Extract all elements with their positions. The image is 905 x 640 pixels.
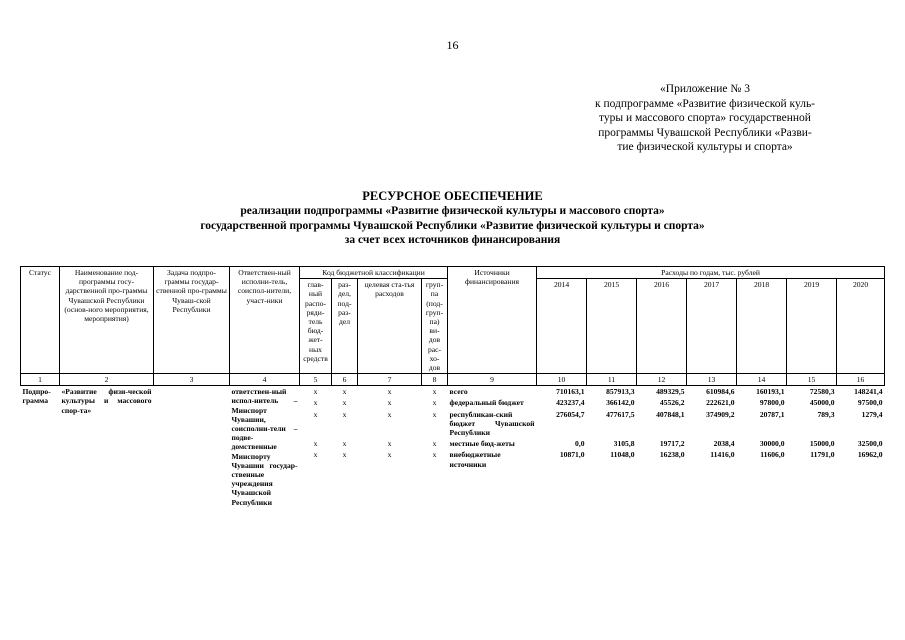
cell-value: 30000,0 [759,439,785,449]
cell-code: x [432,409,437,419]
header-budget-code: Код бюджетной классификации [300,267,448,279]
cell-code: x [313,387,318,397]
cell-task [154,386,230,512]
cell-value: 710163,1 [556,387,585,397]
cell-value: 148241,4 [854,387,883,397]
cell-value: 222621,0 [706,398,735,408]
header-year: 2018 [737,279,787,374]
appendix-note [560,82,850,155]
appendix-line: «Приложение № 3 [660,83,750,95]
cell-value: 97800,0 [759,398,785,408]
cell-value: 276054,7 [556,409,585,419]
column-number: 5 [300,374,332,386]
empty-cell [300,470,885,512]
cell-code: x [342,387,347,397]
cell-value: 72580,3 [809,387,835,397]
cell-code: x [387,387,392,397]
cell-value: 10871,0 [559,450,585,460]
cell-value: 45000,0 [809,398,835,408]
header-year: 2015 [587,279,637,374]
column-number: 2 [60,374,154,386]
cell-value: 374909,2 [706,409,735,419]
header-target: целевая ста-тья расходов [358,279,422,374]
table-row [21,386,885,398]
header-years-caption: Расходы по годам, тыс. рублей [537,267,885,279]
column-number: 15 [787,374,837,386]
column-number: 3 [154,374,230,386]
header-row [21,267,885,279]
cell-value: 97500,0 [857,398,883,408]
header-name: Наименование под-программы госу-дарственной про-граммы Чувашской Республики (основ-ного мероприятия, мероприятия) [60,267,154,374]
column-number: 16 [837,374,885,386]
cell-code: x [387,450,392,460]
cell-code: x [342,439,347,449]
cell-source: внебюджетные источники [449,450,501,469]
document-title [0,188,905,248]
cell-value: 32500,0 [857,439,883,449]
cell-name: «Развитие физи-ческой культуры и массового спор-та» [61,387,152,415]
column-number: 10 [537,374,587,386]
appendix-line: программы Чувашской Республики «Разви- [598,126,812,139]
cell-code: x [432,398,437,408]
column-number: 13 [687,374,737,386]
cell-code: x [432,439,437,449]
title-line: государственной программы Чувашской Республики «Развитие физической культуры и спорта» [200,219,705,232]
cell-value: 11416,0 [710,450,735,460]
cell-value: 20787,1 [759,409,785,419]
resource-table [20,266,885,512]
cell-code: x [387,409,392,419]
header-task: Задача подпро-граммы государ-ственной про-граммы Чуваш-ской Республики [154,267,230,374]
cell-value: 857913,3 [606,387,635,397]
header-section: раз-дел, под-раз-дел [332,279,358,374]
header-year: 2019 [787,279,837,374]
header-year: 2017 [687,279,737,374]
cell-code: x [313,450,318,460]
header-sources: Источники финансирования [448,267,537,374]
cell-value: 477617,5 [606,409,635,419]
cell-source: федеральный бюджет [449,398,524,408]
title-line: за счет всех источников финансирования [344,234,561,246]
cell-value: 423237,4 [556,398,585,408]
column-number: 6 [332,374,358,386]
header-status: Статус [21,267,60,374]
column-number: 7 [358,374,422,386]
title-main: РЕСУРСНОЕ ОБЕСПЕЧЕНИЕ [362,189,543,203]
appendix-line: тие физической культуры и спорта» [617,141,793,153]
cell-value: 19717,2 [659,439,685,449]
column-number: 9 [448,374,537,386]
cell-code: x [432,387,437,397]
header-gr: глав-ный распо-ряди-тель бюд-жет-ных средств [300,279,332,374]
cell-value: 2038,4 [713,439,735,449]
cell-source: всего [449,387,468,397]
header-year: 2016 [637,279,687,374]
cell-code: x [342,450,347,460]
cell-code: x [432,450,437,460]
cell-code: x [387,398,392,408]
cell-value: 1279,4 [861,409,883,419]
cell-value: 610984,6 [706,387,735,397]
column-number: 11 [587,374,637,386]
cell-status: Подпро-грамма [22,387,51,406]
cell-value: 3105,8 [613,439,635,449]
cell-value: 16962,0 [857,450,883,460]
header-year: 2014 [537,279,587,374]
cell-value: 0,0 [575,439,585,449]
cell-value: 11791,0 [810,450,835,460]
appendix-line: туры и массового спорта» государственной [599,112,811,124]
header-executor: Ответствен-ный исполни-тель, соиспол-нители, участ-ники [230,267,300,374]
cell-source: республикан-ский бюджет Чувашской Республики [449,409,535,438]
column-number: 14 [737,374,787,386]
cell-code: x [313,439,318,449]
column-number: 8 [422,374,448,386]
cell-value: 489329,5 [656,387,685,397]
header-year: 2020 [837,279,885,374]
appendix-line: к подпрограмме «Развитие физической куль- [594,97,816,110]
cell-source: местные бюд-жеты [449,439,515,449]
cell-value: 16238,0 [659,450,685,460]
cell-value: 789,3 [817,409,835,419]
cell-executor: ответствен-ный испол-нитель – Минспорт Чувашии, соисполни-тели – подве-домственные Минспорту Чувашии государ-ственные учреждения Чувашской Республики [231,387,298,507]
title-line: реализации подпрограммы «Развитие физической культуры и массового спорта» [240,205,665,217]
cell-value: 160193,1 [756,387,785,397]
cell-code: x [342,398,347,408]
cell-code: x [342,409,347,419]
cell-value: 366142,0 [606,398,635,408]
cell-code: x [387,439,392,449]
cell-value: 11606,0 [760,450,785,460]
cell-code: x [313,409,318,419]
cell-value: 11048,0 [610,450,635,460]
column-number-row [21,374,885,386]
cell-value: 45526,2 [659,398,685,408]
cell-value: 407848,1 [656,409,685,419]
header-group: груп-па (под-груп-па) ви-дов рас-хо-дов [422,279,448,374]
page-number: 16 [446,38,459,52]
column-number: 12 [637,374,687,386]
cell-value: 15000,0 [809,439,835,449]
cell-code: x [313,398,318,408]
column-number: 4 [230,374,300,386]
column-number: 1 [21,374,60,386]
